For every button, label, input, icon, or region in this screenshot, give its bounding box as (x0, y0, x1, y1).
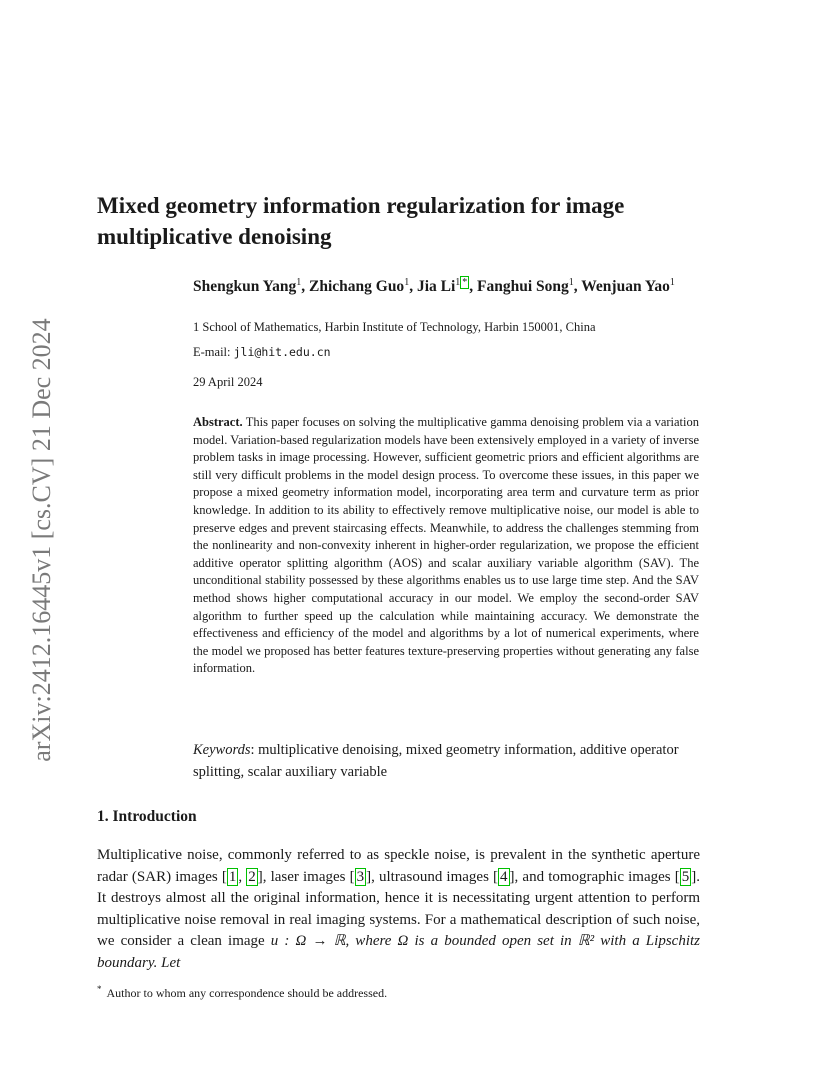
intro-text: Multiplicative noise, commonly referred to as speckle noise, is prevalent in the synthetic aperture radar (SAR) images (97, 847, 700, 885)
keywords (193, 740, 713, 783)
citation-link[interactable]: 5 (681, 868, 690, 885)
paper-date: 29 April 2024 (193, 375, 263, 389)
author-name: Wenjuan Yao (581, 278, 670, 296)
affiliation-mark: 1 (669, 277, 675, 288)
intro-text: ]. It destroys almost all the original information, hence it is necessitating urgent attention to perform multiplicative noise removal in real imaging systems. For a mathematical description of such noise, we consider a clean image (97, 868, 700, 950)
affiliation-mark: 1 (455, 277, 461, 288)
intro-text: ], ultrasound images (366, 868, 494, 885)
introduction-paragraph: Multiplicative noise, commonly referred to as speckle noise, is prevalent in the synthetic aperture radar (SAR) images [ 1 , 2 ], laser images [ 3 ], ultrasound images [ 4 ], and tomographic images [ 5 ]. It destroys almost all the original information, hence it is necessitating urgent attention to perform multiplicative noise removal in real imaging systems. For a mathematical description of such noise, we consider a clean image u : Ω → ℝ, where Ω is a bounded open set in ℝ² with a Lipschitz boundary. Let (97, 847, 700, 971)
email-address: jli@hit.edu.cn (233, 345, 331, 359)
email-label: E-mail: (193, 345, 234, 359)
footnote-mark: * (97, 984, 102, 994)
citation-link[interactable]: 1 (228, 868, 237, 885)
affiliation: 1 School of Mathematics, Harbin Institute of Technology, Harbin 150001, China (193, 320, 596, 334)
intro-text: , (238, 868, 247, 885)
abstract-text: This paper focuses on solving the multiplicative gamma denoising problem via a variation model. Variation-based regularization models have been extensively employed in a variety of inverse problem tasks in image processing. However, sufficient geometric priors and efficient algorithms are still very difficult problems in the model design process. To overcome these issues, in this paper we propose a mixed geometry information model, incorporating area term and curvature term as prior knowledge. In addition to its ability to effectively remove multiplicative noise, our model is able to preserve edges and prevent staircasing effects. Meanwhile, to address the challenges stemming from the nonlinearity and non-convexity inherent in higher-order regularization, we propose the efficient additive operator splitting algorithm (AOS) and scalar auxiliary variable algorithm (SAV). The unconditional stability possessed by these algorithms enables us to use large time step. And the SAV method shows higher computational accuracy in our model. We employ the second-order SAV algorithm to further speed up the calculation while maintaining accuracy. We demonstrate the effectiveness and efficiency of the model and algorithms by a lot of numerical experiments, where the model we proposed has better features texture-preserving properties without generating any false information. (193, 415, 699, 676)
author-list: Shengkun Yang$^1$, Zhichang Guo$^1$, Jia Li$^1$ * , Fanghui Song$^1$, Wenjuan Yao$^1$ (193, 277, 675, 296)
author-name: Zhichang Guo (309, 278, 405, 296)
intro-text: ], and tomographic images (509, 868, 675, 885)
math-expression: u : Ω → ℝ, where Ω is a bounded open set in ℝ² with a Lipschitz boundary. Let (97, 933, 700, 971)
abstract-label: Abstract. (193, 415, 243, 429)
paper-title: Mixed geometry information regularization for image multiplicative denoising (97, 193, 625, 249)
keywords-text: : multiplicative denoising, mixed geometry information, additive operator splitting, scalar auxiliary variable (193, 742, 679, 780)
affiliation-mark: 1 (404, 277, 410, 288)
corresponding-author-link[interactable]: * (462, 277, 468, 288)
affiliation-mark: 1 (296, 277, 302, 288)
author-name: Jia Li (416, 278, 456, 296)
author-name: Fanghui Song (477, 278, 569, 296)
citation-link[interactable]: 4 (500, 868, 508, 885)
affiliation-mark: 1 (568, 277, 574, 288)
abstract (193, 414, 699, 678)
intro-text: ], laser images (257, 868, 350, 885)
section-heading: 1. Introduction (97, 808, 197, 825)
arxiv-identifier: arXiv:2412.16445v1 [cs.CV] 21 Dec 2024 (27, 318, 56, 762)
contact-email (193, 345, 331, 360)
citation-link[interactable]: 3 (356, 868, 365, 885)
author-name: Shengkun Yang (193, 278, 297, 296)
keywords-label: Keywords (193, 742, 251, 758)
footnote-text: Author to whom any correspondence should be addressed. (106, 986, 388, 1000)
footnote (97, 984, 697, 1001)
citation-link[interactable]: 2 (248, 868, 256, 885)
